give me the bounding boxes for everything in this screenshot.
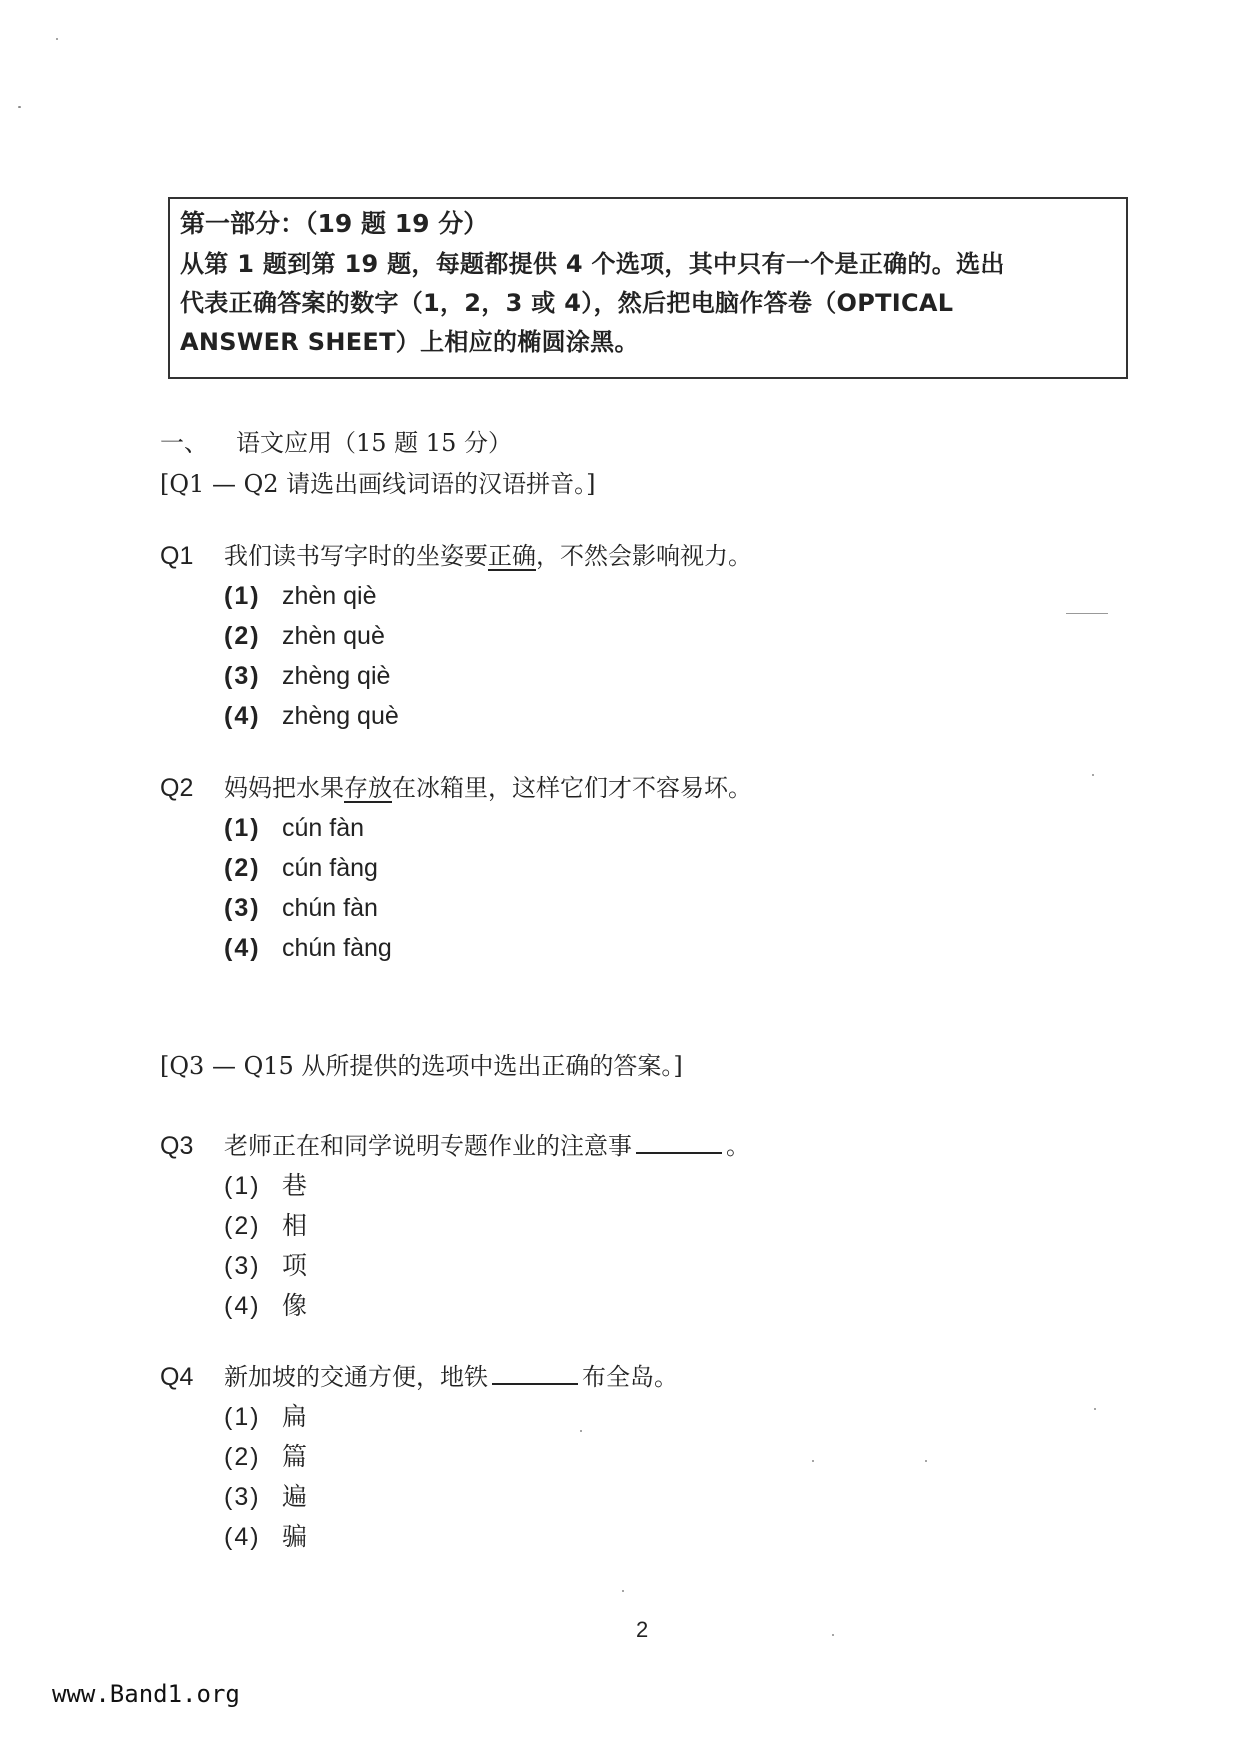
option-number: (3)	[224, 894, 261, 922]
option-text: cún fàn	[282, 814, 365, 842]
question-stem	[160, 768, 1060, 808]
underlined-word: 正确	[488, 542, 536, 570]
option	[224, 1206, 1060, 1246]
stem-text: 在冰箱里，这样它们才不容易坏。	[392, 774, 752, 802]
option-number: (3)	[224, 1483, 261, 1511]
scan-speck	[832, 1634, 834, 1636]
question-q3	[160, 1126, 1060, 1326]
stem-text: 老师正在和同学说明专题作业的注意事	[224, 1132, 632, 1160]
question-stem	[160, 1357, 1060, 1397]
question-q1	[160, 536, 1060, 736]
page-number: 2	[636, 1617, 649, 1642]
scan-speck	[18, 106, 21, 108]
note-q1-q2: [Q1 — Q2 请选出画线词语的汉语拼音。]	[160, 470, 596, 498]
option	[224, 696, 1060, 736]
option	[224, 616, 1060, 656]
watermark-url[interactable]: www.Band1.org	[52, 1680, 240, 1708]
note-q3-q15: [Q3 — Q15 从所提供的选项中选出正确的答案。]	[160, 1052, 683, 1080]
option-text: zhèn qiè	[282, 582, 377, 610]
option-number: (4)	[224, 702, 261, 730]
option-number: (1)	[224, 1403, 261, 1431]
option	[224, 1397, 1060, 1437]
answer-blank	[636, 1128, 722, 1154]
option-number: (1)	[224, 1172, 261, 1200]
option-text: 相	[282, 1211, 308, 1240]
question-label: Q4	[160, 1363, 194, 1391]
option-number: (4)	[224, 1292, 261, 1320]
option-text: chún fàng	[282, 934, 392, 962]
section-title-text: 语文应用（15 题 15 分）	[236, 429, 512, 457]
question-stem	[160, 1126, 1060, 1166]
option	[224, 656, 1060, 696]
option-text: zhèn què	[282, 622, 385, 650]
instructions-box	[168, 197, 1128, 379]
scan-speck	[56, 38, 58, 40]
scan-speck	[1094, 1408, 1096, 1410]
question-q4	[160, 1357, 1060, 1557]
scan-speck	[622, 1590, 624, 1592]
stem-text: 。	[726, 1132, 750, 1160]
option-text: 巷	[282, 1171, 308, 1200]
stem-text: 我们读书写字时的坐姿要	[224, 542, 488, 570]
question-label: Q3	[160, 1132, 194, 1160]
option	[224, 848, 1060, 888]
option	[224, 1477, 1060, 1517]
answer-blank	[492, 1359, 578, 1385]
option-text: 篇	[282, 1442, 308, 1471]
option-number: (2)	[224, 1212, 261, 1240]
option	[224, 1437, 1060, 1477]
option-text: 扁	[282, 1402, 308, 1431]
scan-artifact-line	[1066, 613, 1108, 614]
stem-text: 新加坡的交通方便，地铁	[224, 1363, 488, 1391]
option-text: 像	[282, 1291, 308, 1320]
option	[224, 928, 1060, 968]
option	[224, 1246, 1060, 1286]
option	[224, 576, 1060, 616]
instructions-heading: 第一部分：（19 题 19 分）	[180, 209, 489, 238]
scan-speck	[1092, 774, 1094, 776]
option	[224, 808, 1060, 848]
option-text: zhèng què	[282, 702, 399, 730]
instructions-line: ANSWER SHEET）上相应的椭圆涂黑。	[180, 328, 639, 356]
option-number: (4)	[224, 1523, 261, 1551]
stem-text: 布全岛。	[582, 1363, 678, 1391]
instructions-line: 代表正确答案的数字（1，2，3 或 4），然后把电脑作答卷（OPTICAL	[180, 289, 954, 317]
option-text: 项	[282, 1251, 308, 1280]
option-text: zhèng qiè	[282, 662, 391, 690]
instructions-line: 从第 1 题到第 19 题，每题都提供 4 个选项，其中只有一个是正确的。选出	[180, 250, 1005, 278]
option	[224, 1286, 1060, 1326]
option	[224, 1517, 1060, 1557]
option-number: (2)	[224, 854, 261, 882]
option-number: (2)	[224, 622, 261, 650]
stem-text: ，不然会影响视力。	[536, 542, 752, 570]
section-number: 一、	[160, 429, 208, 457]
question-q2	[160, 768, 1060, 968]
underlined-word: 存放	[344, 774, 392, 802]
question-label: Q2	[160, 774, 194, 802]
option-number: (2)	[224, 1443, 261, 1471]
question-label: Q1	[160, 542, 194, 570]
stem-text: 妈妈把水果	[224, 774, 344, 802]
question-stem	[160, 536, 1060, 576]
option-number: (1)	[224, 814, 261, 842]
option-text: 骗	[282, 1522, 308, 1551]
section-title	[160, 423, 512, 463]
option-number: (4)	[224, 934, 261, 962]
option	[224, 1166, 1060, 1206]
option-text: 遍	[282, 1482, 308, 1511]
option-number: (1)	[224, 582, 261, 610]
option	[224, 888, 1060, 928]
option-number: (3)	[224, 662, 261, 690]
option-number: (3)	[224, 1252, 261, 1280]
option-text: chún fàn	[282, 894, 378, 922]
option-text: cún fàng	[282, 854, 378, 882]
